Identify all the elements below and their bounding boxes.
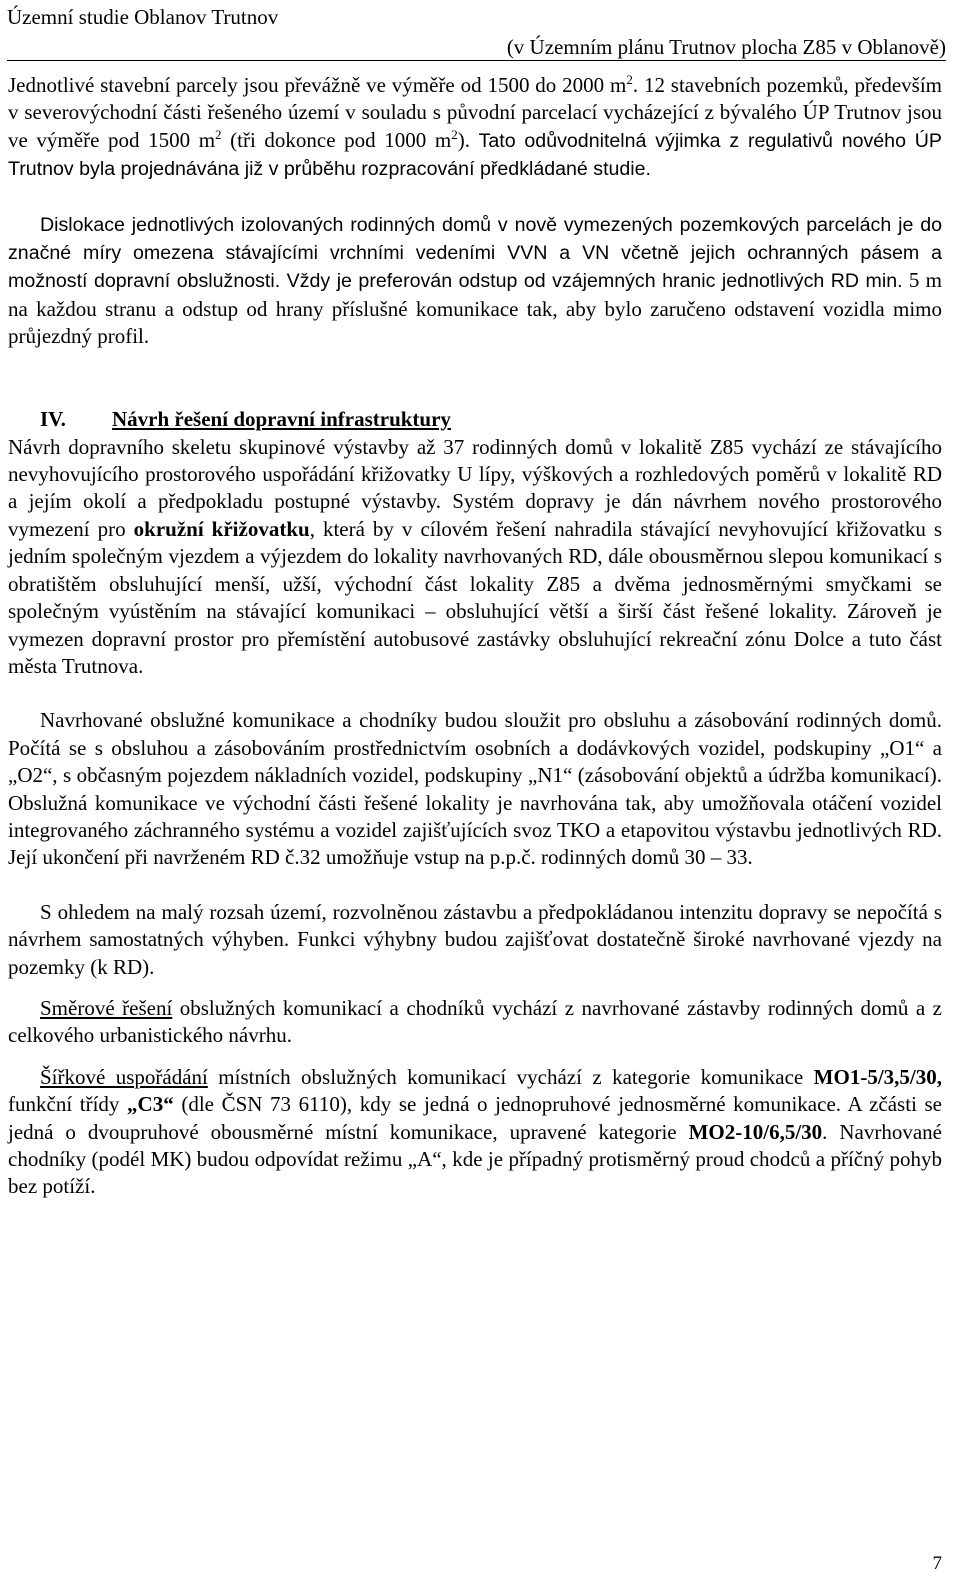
text-run-sans: Tato odůvodnitelná výjimka z regulativů nového ÚP Trutnov byla projednávána již v průběhu rozpracování předkládané studie. [8, 129, 942, 181]
underlined-term: Šířkové uspořádání [40, 1064, 208, 1089]
text-run: (tři dokonce pod 1000 m [221, 127, 452, 152]
text-run: funkční třídy [8, 1092, 128, 1117]
paragraph-smerove [8, 995, 942, 1050]
header-title: Územní studie Oblanov Trutnov [7, 5, 279, 29]
paragraph-sirkove [8, 1064, 942, 1201]
text-run: ). [457, 127, 470, 152]
text-run-sans: Dislokace jednotlivých izolovaných rodinných domů v nově vymezených pozemkových parcelách je do značné míry omezena stávajícími vrchními vedeními VVN a VN včetně jejich ochranných pásem a možností dopravní obslužnosti. Vždy je preferován odstup od vzájemných hranic jednotlivých RD min. [8, 213, 942, 293]
superscript: 2 [215, 126, 222, 142]
text-run: (dle ČSN 73 6110), kdy se jedná o jednopruhové jednosměrné komunikace. A zčásti se jedná o dvoupruhové obousměrné místní komunikace, upravené kategorie [8, 1092, 943, 1144]
text-run: obslužných komunikací a chodníků vychází z navrhované zástavby rodinných domů a z celkového urbanistického návrhu. [8, 995, 943, 1048]
superscript: 2 [451, 126, 458, 142]
page-content [8, 72, 942, 1201]
page-header [7, 4, 946, 61]
bold-text: „C3“ [127, 1092, 174, 1117]
text-run: , která by v cílovém řešení nahradila stávající nevyhovující křižovatku s jedním společným vjezdem a výjezdem do lokality navrhovaných RD, dále obousměrnou slepou komunikací s obratištěm obsluhující menší, užší, východní část lokality Z85 a dvěma jednosměrnými smyčkami se společným vyústěním na stávající komunikaci – obsluhující větší a širší část řešené lokality. Zároveň je vymezen dopravní prostor pro přemístění autobusové zastávky obsluhující rekreační zónu Dolce a tuto část města Trutnova. [8, 516, 942, 678]
text-run: . Navrhované chodníky (podél MK) budou odpovídat režimu „A“, kde je případný protisměrný proud chodců a příčný pohyb bez potíží. [8, 1119, 943, 1199]
bold-text: MO1-5/3,5/30, [813, 1064, 942, 1089]
paragraph-komunikace: Navrhované obslužné komunikace a chodníky budou sloužit pro obsluhu a zásobování rodinných domů. Počítá se s obsluhou a zásobováním prostřednictvím osobních a dodávkových vozidel, podskupiny „O1“ a „O2“, s občasným pojezdem nákladních vozidel, podskupiny „N1“ (zásobování objektů a údržba komunikací). Obslužná komunikace ve východní části řešené lokality je navrhována tak, aby umožňovala otáčení vozidel integrovaného záchranného systému a vozidel zajišťujících svoz TKO a etapovitou výstavbu jednotlivých RD. Její ukončení při navrženém RD č.32 umožňuje vstup na p.p.č. rodinných domů 30 – 33. [8, 708, 942, 870]
paragraph-parcels [8, 72, 942, 184]
text-run: Návrh dopravního skeletu skupinové výstavby až 37 rodinných domů v lokalitě Z85 vychází ze stávajícího nevyhovujícího prostorového uspořádání křižovatky U lípy, výškových a rozhledových poměrů v lokalitě RD a jejím okolí a předpokladu postupné výstavby. Systém dopravy je dán návrhem nového prostorového vymezení pro [8, 434, 942, 541]
paragraph-dislokace [8, 211, 942, 351]
paragraph-navrh [8, 434, 942, 681]
bold-text: MO2-10/6,5/30 [688, 1119, 823, 1144]
bold-text: okružní křižovatku [133, 516, 310, 541]
text-run: . 12 stavebních pozemků, především v severovýchodní části řešeného území v souladu s původní parcelací vycházející z bývalého ÚP Trutnov jsou ve výměře pod 1500 m [8, 73, 942, 152]
section-title: Návrh řešení dopravní infrastruktury [112, 406, 451, 431]
header-subtitle: (v Územním plánu Trutnov plocha Z85 v Oblanově) [506, 35, 946, 59]
page-number: 7 [932, 1553, 942, 1574]
text-run: Jednotlivé stavební parcely jsou převážně ve výměře od 1500 do 2000 m [8, 73, 627, 97]
text-run: 5 m na každou stranu a odstup od hrany příslušné komunikace tak, aby bylo zaručeno odstavení vozidla mimo průjezdný profil. [8, 268, 942, 349]
section-heading [8, 405, 942, 434]
section-number: IV. [40, 406, 66, 431]
underlined-term: Směrové řešení [40, 995, 173, 1020]
paragraph-vyhybny: S ohledem na malý rozsah území, rozvolněnou zástavbu a předpokládanou intenzitu dopravy se nepočítá s návrhem samostatných výhyben. Funkci výhybny budou zajišťovat dostatečně široké navrhované vjezdy na pozemky (k RD). [8, 899, 942, 979]
text-run: místních obslužných komunikací vychází z kategorie komunikace [207, 1064, 814, 1089]
superscript: 2 [626, 72, 633, 87]
